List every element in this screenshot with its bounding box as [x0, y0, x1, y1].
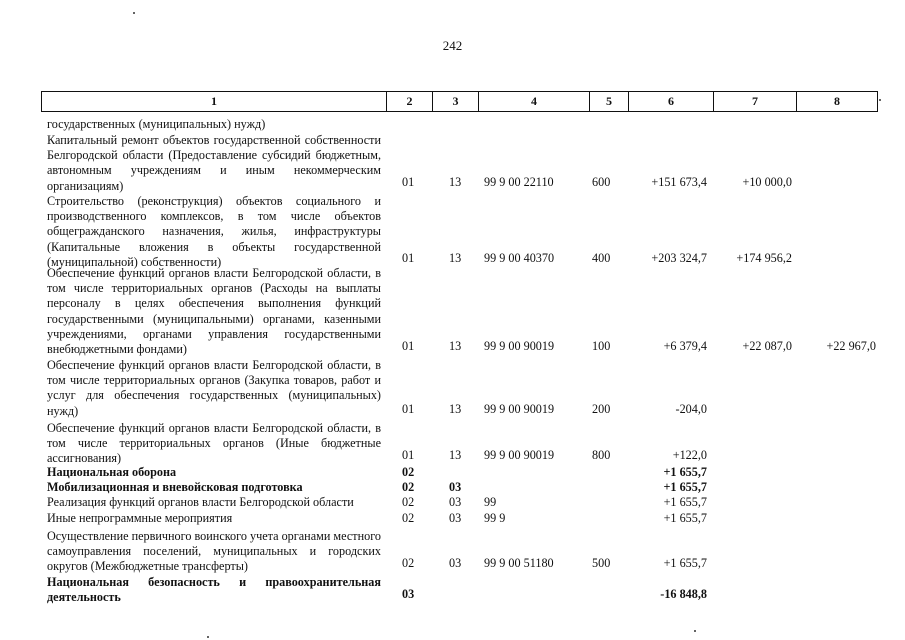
row-section: 01	[402, 448, 415, 462]
header-col-2: 2	[386, 92, 432, 111]
row-section: 03	[402, 587, 415, 601]
row-name: Национальная безопасность и правоохранительная деятельность	[47, 575, 381, 605]
row-amount-col6: +1 655,7	[663, 511, 707, 525]
scan-speck	[694, 630, 696, 632]
row-amount-col6: +1 655,7	[663, 495, 707, 509]
row-subsection: 13	[449, 448, 462, 462]
row-section: 02	[402, 495, 415, 509]
row-section: 01	[402, 402, 415, 416]
row-amount-col7: +22 087,0	[742, 339, 792, 353]
row-expense-type: 400	[592, 251, 611, 265]
row-name: Иные непрограммные мероприятия	[47, 511, 233, 525]
row-expense-type: 600	[592, 175, 611, 189]
row-subsection: 03	[449, 495, 462, 509]
row-section: 02	[402, 556, 415, 570]
row-subsection: 03	[449, 480, 462, 494]
row-amount-col6: +6 379,4	[663, 339, 707, 353]
row-section: 02	[402, 465, 415, 479]
row-subsection: 03	[449, 511, 462, 525]
row-target-code: 99 9 00 90019	[484, 448, 555, 462]
row-subsection: 13	[449, 175, 462, 189]
row-amount-col6: +151 673,4	[651, 175, 707, 189]
page-number: 242	[442, 38, 463, 53]
header-col-4: 4	[478, 92, 589, 111]
row-target-code: 99 9 00 22110	[484, 175, 554, 189]
row-expense-type: 100	[592, 339, 611, 353]
row-amount-col6: +122,0	[672, 448, 707, 462]
row-target-code: 99 9 00 90019	[484, 339, 555, 353]
row-name: Обеспечение функций органов власти Белгородской области, в том числе территориальных органов (Иные бюджетные ассигнования)	[47, 421, 381, 466]
header-col-5: 5	[589, 92, 628, 111]
row-amount-col7: +10 000,0	[742, 175, 792, 189]
header-col-1: 1	[211, 94, 217, 108]
row-amount-col6: -16 848,8	[660, 587, 707, 601]
row-name: Осуществление первичного воинского учета органами местного самоуправления поселений, муниципальных и городских округов (Межбюджетные трансферты)	[47, 529, 381, 574]
row-name: Обеспечение функций органов власти Белгородской области, в том числе территориальных органов (Закупка товаров, работ и услуг для обеспечения государственных (муниципальных) нужд)	[47, 358, 381, 418]
row-target-code: 99 9	[484, 511, 506, 525]
header-col-8: 8	[796, 92, 877, 111]
row-subsection: 03	[449, 556, 462, 570]
row-section: 02	[402, 511, 415, 525]
header-col-7: 7	[713, 92, 796, 111]
row-section: 01	[402, 175, 415, 189]
row-expense-type: 200	[592, 402, 611, 416]
row-name: государственных (муниципальных) нужд)	[47, 117, 266, 131]
row-section: 02	[402, 480, 415, 494]
row-subsection: 13	[449, 339, 462, 353]
row-target-code: 99	[484, 495, 497, 509]
header-col-6: 6	[628, 92, 713, 111]
row-amount-col6: -204,0	[675, 402, 707, 416]
row-expense-type: 800	[592, 448, 611, 462]
scan-speck	[207, 636, 209, 638]
row-target-code: 99 9 00 51180	[484, 556, 554, 570]
row-name: Национальная оборона	[47, 465, 177, 479]
row-subsection: 13	[449, 402, 462, 416]
row-subsection: 13	[449, 251, 462, 265]
row-amount-col6: +1 655,7	[663, 480, 707, 494]
scan-speck	[133, 12, 135, 14]
scan-speck	[879, 99, 881, 101]
row-name: Мобилизационная и вневойсковая подготовка	[47, 480, 303, 494]
row-amount-col6: +1 655,7	[663, 465, 707, 479]
row-target-code: 99 9 00 40370	[484, 251, 555, 265]
row-name: Строительство (реконструкция) объектов социального и производственного комплексов, в том числе объектов общегражданского назначения, жилья, инфраструктуры (Капитальные вложения в объекты государственной (муниципальной) собственности)	[47, 194, 381, 269]
row-amount-col6: +203 324,7	[651, 251, 707, 265]
row-amount-col8: +22 967,0	[826, 339, 876, 353]
row-target-code: 99 9 00 90019	[484, 402, 555, 416]
row-expense-type: 500	[592, 556, 611, 570]
row-section: 01	[402, 251, 415, 265]
row-section: 01	[402, 339, 415, 353]
row-name: Капитальный ремонт объектов государственной собственности Белгородской области (Предоставление субсидий бюджетным, автономным учреждениям и иным некоммерческим организациям)	[47, 133, 381, 193]
header-col-3: 3	[432, 92, 478, 111]
row-amount-col7: +174 956,2	[736, 251, 792, 265]
row-amount-col6: +1 655,7	[663, 556, 707, 570]
row-name: Реализация функций органов власти Белгородской области	[47, 495, 354, 509]
row-name: Обеспечение функций органов власти Белгородской области, в том числе территориальных органов (Расходы на выплаты персоналу в целях обеспечения выполнения функций государственными (муниципальными) органами, казенными учреждениями, органами управления государственными внебюджетными фондами)	[47, 266, 381, 357]
